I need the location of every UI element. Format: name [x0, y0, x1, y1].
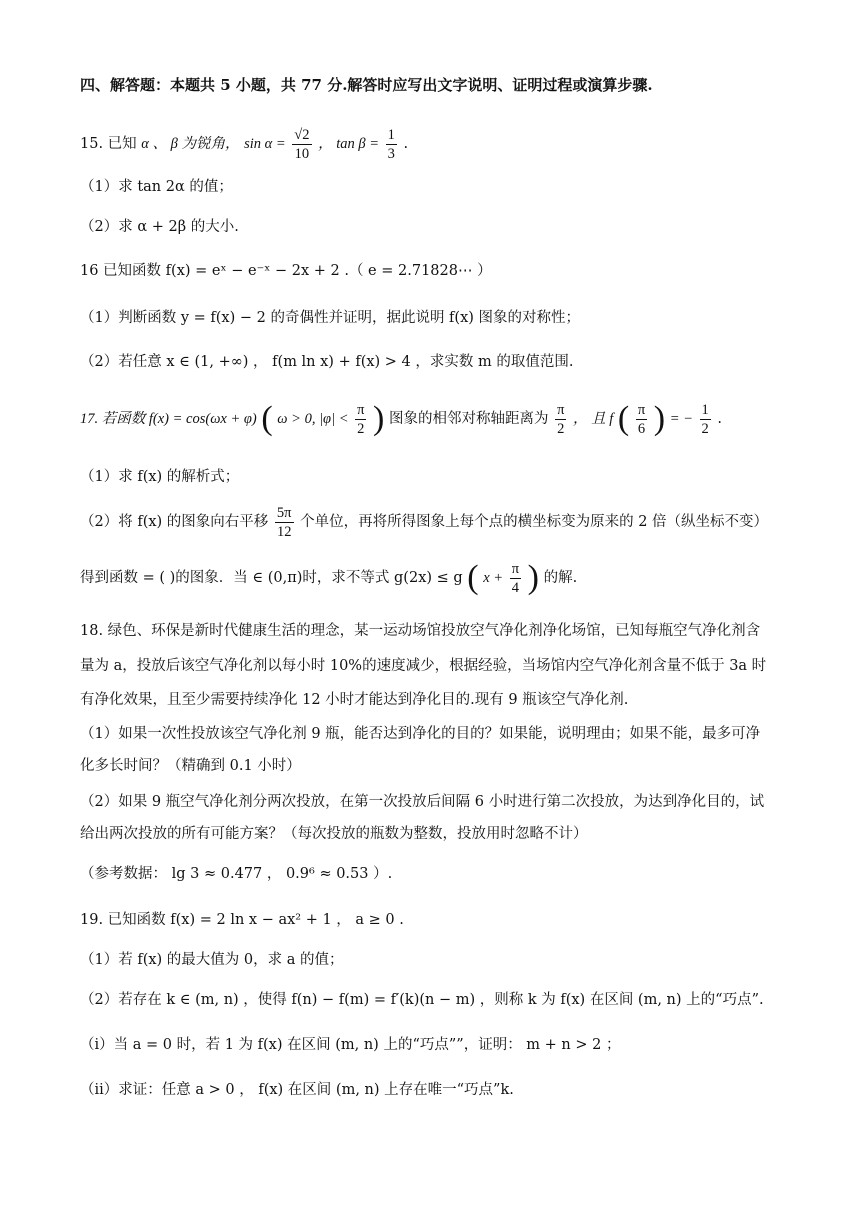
q17-part2-b: 个单位，再将所得图象上每个点的横坐标变为原来的 2 倍（纵坐标不变）	[300, 514, 769, 530]
q18-line1: 18. 绿色、环保是新时代健康生活的理念，某一运动场馆投放空气净化剂净化场馆，已知每瓶空气净化剂含	[80, 623, 761, 639]
q15-sin-denominator: 10	[294, 145, 310, 162]
q17-condition: ω > 0, |φ| <	[277, 411, 349, 427]
q17-paren3-open: (	[467, 559, 479, 596]
q17-paren2-open: (	[617, 400, 630, 437]
q17-paren-close: )	[373, 400, 385, 437]
q17-part2-e: 的解.	[543, 570, 578, 586]
q17-part2-c: 得到函数 = ( )的图象．当 ∈ (0,π)时，求不等式 g(2x) ≤ g	[80, 570, 463, 586]
q15-stem	[80, 124, 408, 164]
q15-tan-fraction	[386, 126, 397, 163]
q17-part2-d: x +	[483, 570, 504, 586]
q17-5pi-over-12	[275, 504, 294, 541]
q19-part1: （1）若 f(x) 的最大值为 0，求 a 的值；	[80, 952, 344, 968]
q18-part2-a: （2）如果 9 瓶空气净化剂分两次投放，在第一次投放后间隔 6 小时进行第二次投放，为达到净化目的，试	[80, 794, 765, 810]
q17-pi-over-2	[355, 401, 366, 438]
q17-pi-num: π	[357, 401, 365, 418]
q17-half-den: 2	[701, 420, 709, 437]
q15-sin-label: sin α =	[244, 136, 286, 152]
q15-tan-denominator: 3	[387, 145, 395, 162]
q17-pi4-num: π	[511, 560, 520, 577]
q17-part2-line2	[80, 556, 577, 600]
q16-part1: （1）判断函数 y = f(x) − 2 的奇偶性并证明，据此说明 f(x) 图象的对称性；	[80, 310, 581, 326]
q15-vars: α 、 β 为锐角，	[141, 136, 240, 152]
q17-part2-a: （2）将 f(x) 的图象向右平移	[80, 514, 269, 530]
q15-tan-label: ， tan β =	[318, 136, 380, 152]
q18-line3: 有净化效果，且至少需要持续净化 12 小时才能达到净化目的.现有 9 瓶该空气净化剂.	[80, 692, 629, 708]
q17-pi-over-4	[510, 560, 521, 597]
q15-part2: （2）求 α + 2β 的大小.	[80, 219, 239, 235]
q17-distance	[555, 401, 566, 438]
section-heading: 四、解答题：本题共 5 小题，共 77 分.解答时应写出文字说明、证明过程或演算步骤.	[80, 76, 653, 94]
q17-end: .	[717, 411, 722, 427]
q18-part1-b: 化多长时间？（精确到 0.1 小时）	[80, 758, 301, 774]
q17-stem-b: 图象的相邻对称轴距离为	[388, 411, 549, 427]
q18-part1-a: （1）如果一次性投放该空气净化剂 9 瓶，能否达到净化的目的？如果能，说明理由；如果不能，最多可净	[80, 726, 761, 742]
q17-stem-a: 17. 若函数 f(x) = cos(ωx + φ)	[80, 411, 257, 427]
q17-stem-c: ， 且 f	[573, 411, 614, 427]
q18-reference: （参考数据： lg 3 ≈ 0.477 ， 0.9⁶ ≈ 0.53 ）.	[80, 866, 393, 882]
q17-paren-open: (	[261, 400, 273, 437]
q17-pi4-den: 4	[511, 579, 519, 596]
q17-half	[700, 401, 711, 438]
q17-stem	[80, 397, 722, 441]
q17-part2-line1	[80, 502, 768, 542]
q15-sin-numerator: √2	[294, 126, 310, 143]
q16-stem: 16 已知函数 f(x) = eˣ − e⁻ˣ − 2x + 2 .（ e = 2.71828⋯ ）	[80, 263, 492, 279]
q17-5pi-num: 5π	[276, 504, 292, 521]
q17-distance-num: π	[557, 401, 565, 418]
q17-pi6-den: 6	[637, 420, 646, 437]
q18-line2: 量为 a，投放后该空气净化剂以每小时 10%的速度减少，根据经验，当场馆内空气净化剂含量不低于 3a 时	[80, 658, 767, 674]
q17-distance-den: 2	[557, 420, 565, 437]
q18-part2-b: 给出两次投放的所有可能方案？（每次投放的瓶数为整数，投放用时忽略不计）	[80, 826, 588, 842]
q19-stem: 19. 已知函数 f(x) = 2 ln x − ax² + 1 ， a ≥ 0 .	[80, 912, 404, 928]
q19-sub2: （ii）求证：任意 a > 0 ， f(x) 在区间 (m, n) 上存在唯一“巧点”k.	[80, 1082, 514, 1098]
q17-paren2-close: )	[653, 400, 666, 437]
q17-pi-over-6	[636, 401, 647, 438]
q17-half-num: 1	[701, 401, 709, 418]
q19-part2: （2）若存在 k ∈ (m, n) ，使得 f(n) − f(m) = f′(k)(n − m) ，则称 k 为 f(x) 在区间 (m, n) 上的“巧点”.	[80, 992, 764, 1008]
q15-prefix: 15. 已知	[80, 136, 137, 152]
q17-paren3-close: )	[527, 559, 539, 596]
q16-part2: （2）若任意 x ∈ (1, +∞) ， f(m ln x) + f(x) > 4 ，求实数 m 的取值范围.	[80, 354, 574, 370]
q15-part1: （1）求 tan 2α 的值；	[80, 179, 233, 195]
q19-sub1: （i）当 a = 0 时，若 1 为 f(x) 在区间 (m, n) 上的“巧点””，证明： m + n > 2 ；	[80, 1037, 621, 1053]
q17-two-den: 2	[357, 420, 365, 437]
q17-part1: （1）求 f(x) 的解析式；	[80, 469, 240, 485]
q17-pi6-num: π	[637, 401, 646, 418]
q15-tan-numerator: 1	[387, 126, 395, 143]
q17-eq: = −	[669, 411, 693, 427]
q15-end: .	[403, 136, 409, 152]
q17-12-den: 12	[276, 523, 292, 540]
q15-sin-fraction	[292, 126, 311, 163]
